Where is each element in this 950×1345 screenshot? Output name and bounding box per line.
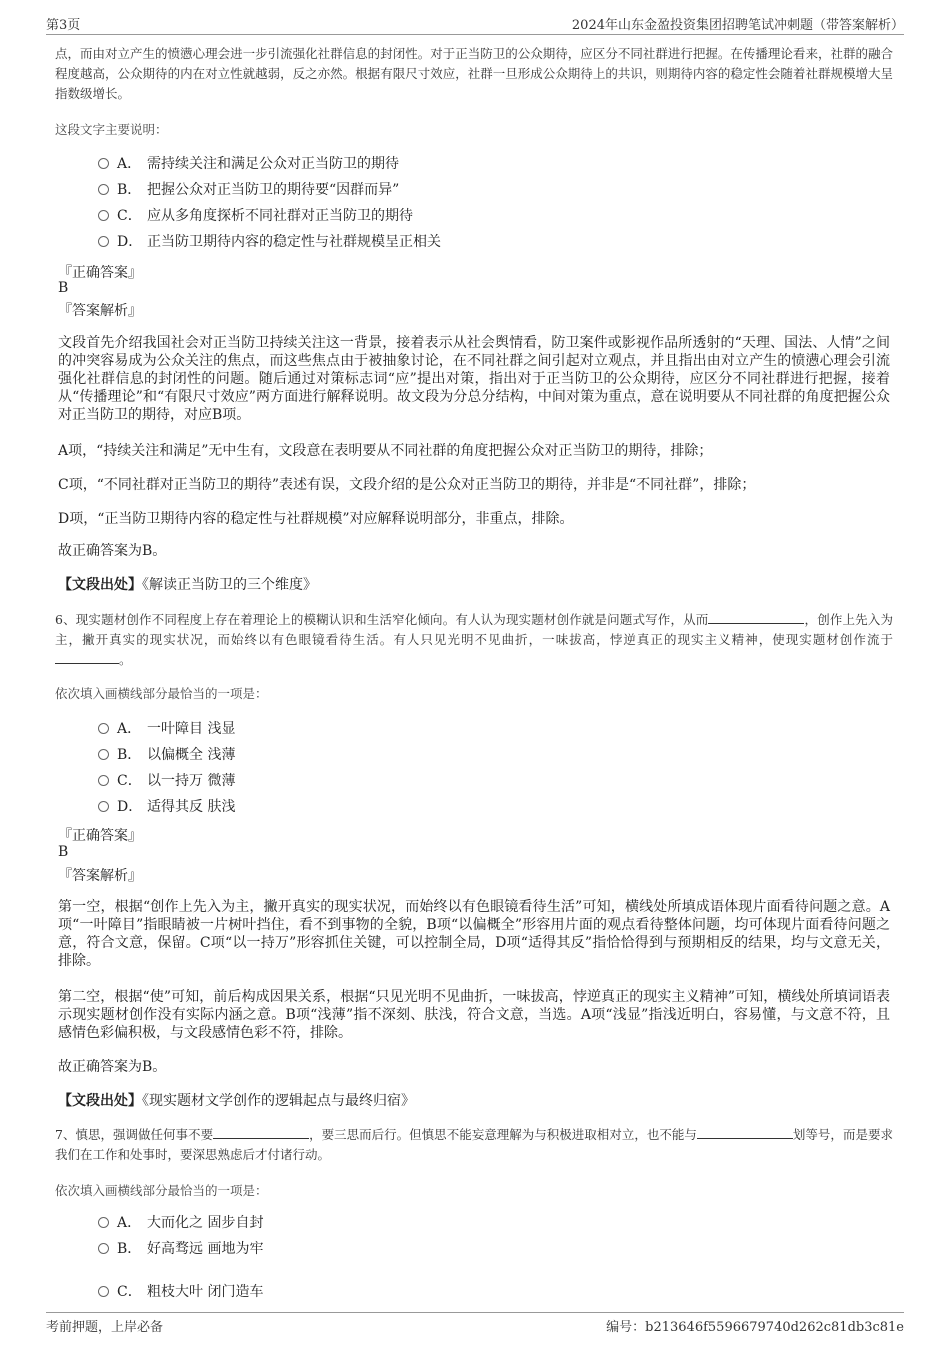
page-footer [46, 1312, 904, 1335]
radio-icon[interactable] [98, 1217, 109, 1228]
q6-answer-tag: 『正确答案』 [58, 828, 142, 844]
q5-option-c[interactable]: C． 应从多角度探析不同社群对正当防卫的期待 [98, 206, 413, 226]
q6-passage: 6、现实题材创作不同程度上存在着理论上的模糊认识和生活窄化倾向。有人认为现实题材创作就是问题式写作，从而 ，创作上先入为主，撇开真实的现实状况，而始终以有色眼镜看待生活。有人只见光明不见曲折，一味拔高，悖逆真正的现实主义精神，使现实题材创作流于。 [55, 612, 893, 667]
q5-analysis-d: D项，“正当防卫期待内容的稳定性与社群规模”对应解释说明部分，非重点，排除。 [58, 511, 574, 527]
q5-analysis-c: C项，“不同社群对正当防卫的期待”表述有误，文段介绍的是公众对正当防卫的期待，并非是“不同社群”，排除； [58, 477, 756, 493]
q6-blank-2[interactable] [55, 663, 119, 664]
q6-option-b[interactable]: B． 以偏概全 浅薄 [98, 745, 235, 765]
q6-source: 【文段出处】《现实题材文学创作的逻辑起点与最终归宿》 [58, 1093, 415, 1109]
document-code: 编号：b213646f5596679740d262c81db3c81e [606, 1320, 904, 1335]
radio-icon[interactable] [98, 210, 109, 221]
q7-prompt: 依次填入画横线部分最恰当的一项是： [55, 1183, 268, 1198]
radio-icon[interactable] [98, 158, 109, 169]
q6-prompt: 依次填入画横线部分最恰当的一项是： [55, 686, 268, 701]
q7-option-a[interactable]: A． 大而化之 固步自封 [98, 1213, 263, 1233]
radio-icon[interactable] [98, 749, 109, 760]
q6-blank-1[interactable] [708, 623, 804, 624]
page-number: 第3页 [46, 18, 81, 33]
q6-option-d[interactable]: D． 适得其反 肤浅 [98, 797, 235, 817]
q6-option-a[interactable]: A． 一叶障目 浅显 [98, 719, 235, 739]
footer-slogan: 考前押题，上岸必备 [46, 1320, 164, 1335]
q5-analysis-a: A项，“持续关注和满足”无中生有，文段意在表明要从不同社群的角度把握公众对正当防卫的期待，排除； [58, 443, 713, 459]
q6-analysis-first-blank: 第一空，根据“创作上先入为主，撇开真实的现实状况，而始终以有色眼镜看待生活”可知，横线处所填成语体现片面看待问题之意。A项“一叶障目”指眼睛被一片树叶挡住，看不到事物的全貌，B项“以偏概全”形容用片面的观点看待整体问题，均可体现片面看待问题之意，符合文意，保留。C项“以一持万”形容抓住关键，可以控制全局，D项“适得其反”指恰恰得到与预期相反的结果，均与文意无关，排除。 [58, 899, 890, 969]
q6-answer: B [58, 844, 69, 860]
radio-icon[interactable] [98, 775, 109, 786]
radio-icon[interactable] [98, 801, 109, 812]
q5-passage: 点，而由对立产生的愤懑心理会进一步引流强化社群信息的封闭性。对于正当防卫的公众期待，应区分不同社群进行把握。在传播理论看来，社群的融合程度越高，公众期待的内在对立性就越弱，反之亦然。根据有限尺寸效应，社群一旦形成公众期待上的共识，则期待内容的稳定性会随着社群规模增大呈指数级增长。 [55, 46, 893, 101]
q5-option-a[interactable]: A． 需持续关注和满足公众对正当防卫的期待 [98, 154, 399, 174]
document-title: 2024年山东金盈投资集团招聘笔试冲刺题（带答案解析） [571, 18, 904, 33]
q5-conclusion: 故正确答案为B。 [58, 543, 167, 559]
page-header [46, 12, 904, 35]
q5-prompt: 这段文字主要说明： [55, 122, 168, 137]
radio-icon[interactable] [98, 236, 109, 247]
radio-icon[interactable] [98, 723, 109, 734]
q5-option-b[interactable]: B． 把握公众对正当防卫的期待要“因群而异” [98, 180, 399, 200]
q5-option-d[interactable]: D． 正当防卫期待内容的稳定性与社群规模呈正相关 [98, 232, 441, 252]
q7-option-c[interactable]: C． 粗枝大叶 闭门造车 [98, 1282, 263, 1302]
q6-analysis-second-blank: 第二空，根据“使”可知，前后构成因果关系，根据“只见光明不见曲折，一味拔高，悖逆真正的现实主义精神”可知，横线处所填词语表示现实题材创作没有实际内涵之意。B项“浅薄”指不深刻、肤浅，符合文意，当选。A项“浅显”指浅近明白，容易懂，与文意不符，且感情色彩偏积极，与文段感情色彩不符，排除。 [58, 989, 890, 1041]
q6-option-c[interactable]: C． 以一持万 微薄 [98, 771, 235, 791]
q5-answer: B [58, 280, 69, 296]
q5-analysis-tag: 『答案解析』 [58, 303, 142, 319]
radio-icon[interactable] [98, 184, 109, 195]
q5-answer-tag: 『正确答案』 [58, 265, 142, 281]
q7-option-b[interactable]: B． 好高骛远 画地为牢 [98, 1239, 263, 1259]
q5-source: 【文段出处】《解读正当防卫的三个维度》 [58, 577, 317, 593]
q5-analysis-main: 文段首先介绍我国社会对正当防卫持续关注这一背景，接着表示从社会舆情看，防卫案件或影视作品所透射的“天理、国法、人情”之间的冲突容易成为公众关注的焦点，而这些焦点由于被抽象讨论，在不同社群之间引起对立观点，并且指出由对立产生的愤懑心理会引流强化社群信息的封闭性的问题。随后通过对策标志词“应”提出对策，指出对于正当防卫的公众期待，应区分不同社群进行把握，接着从“传播理论”和“有限尺寸效应”两方面进行解释说明。故文段为分总分结构，中间对策为重点，意在说明要从不同社群的角度把握公众对正当防卫的期待，对应B项。 [58, 335, 890, 423]
q7-blank-2[interactable] [697, 1138, 793, 1139]
q6-conclusion: 故正确答案为B。 [58, 1059, 167, 1075]
q7-passage: 7、慎思，强调做任何事不要 ，要三思而后行。但慎思不能妄意理解为与积极进取相对立，也不能与 划等号，而是要求我们在工作和处事时，要深思熟虑后才付诸行动。 [55, 1127, 893, 1162]
radio-icon[interactable] [98, 1243, 109, 1254]
q7-blank-1[interactable] [213, 1138, 309, 1139]
q6-analysis-tag: 『答案解析』 [58, 868, 142, 884]
radio-icon[interactable] [98, 1286, 109, 1297]
